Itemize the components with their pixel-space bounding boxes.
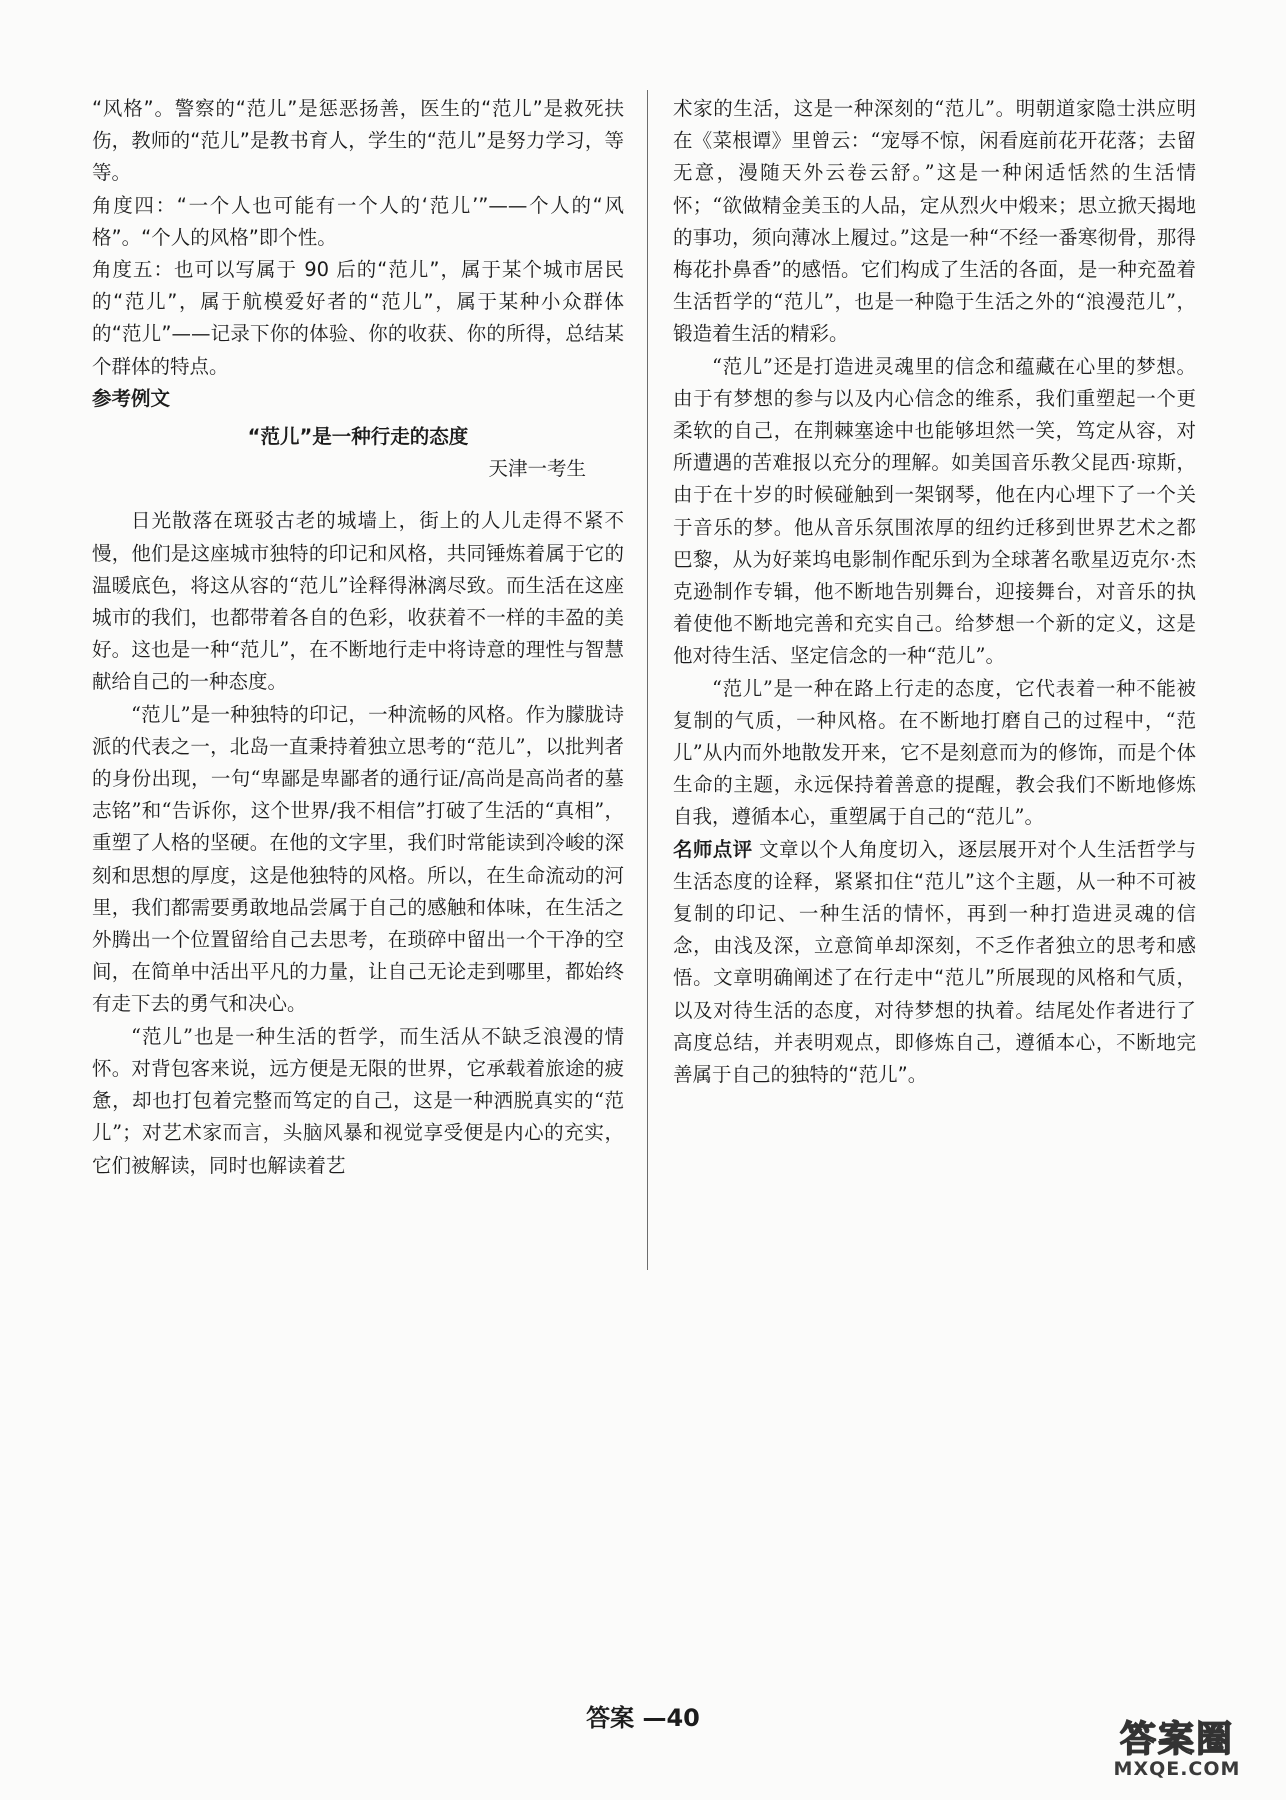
essay-paragraph-4: “范儿”还是打造进灵魂里的信念和蕴藏在心里的梦想。由于有梦想的参与以及内心信念的维系，我们重塑起一个更柔软的自己，在荆棘塞途中也能够坦然一笑，笃定从容，对所遭遇的苦难报以充分的理解。如美国音乐教父昆西·琼斯，由于在十岁的时候碰触到一架钢琴，他在内心埋下了一个关于音乐的梦。他从音乐氛围浓厚的纽约迁移到世界艺术之都巴黎，从为好莱坞电影制作配乐到为全球著名歌星迈克尔·杰克逊制作专辑，他不断地告别舞台，迎接舞台，对音乐的执着使他不断地完善和充实自己。给梦想一个新的定义，这是他对待生活、坚定信念的一种“范儿”。 bbox=[673, 354, 1196, 668]
watermark-logo bbox=[1088, 1719, 1266, 1784]
page-number: 答案 —40 bbox=[586, 1704, 700, 1732]
angle-three-text: “风格”。警察的“范儿”是惩恶扬善，医生的“范儿”是救死扶伤，教师的“范儿”是教书育人，学生的“范儿”是努力学习，等等。 bbox=[92, 97, 624, 185]
reference-essay-heading: 参考例文 bbox=[92, 386, 171, 410]
essay-paragraph-3-continued: 术家的生活，这是一种深刻的“范儿”。明朝道家隐士洪应明在《菜根谭》里曾云：“宠辱不惊，闲看庭前花开花落；去留无意，漫随天外云卷云舒。”这是一种闲适恬然的生活情怀；“欲做精金美玉的人品，定从烈火中煅来；思立掀天揭地的事功，须向薄冰上履过。”这是一种“不经一番寒彻骨，那得梅花扑鼻香”的感悟。它们构成了生活的各面，是一种充盈着生活哲学的“范儿”，也是一种隐于生活之外的“浪漫范儿”，锻造着生活的精彩。 bbox=[673, 97, 1196, 346]
essay-paragraph-2: “范儿”是一种独特的印记，一种流畅的风格。作为朦胧诗派的代表之一，北岛一直秉持着独立思考的“范儿”，以批判者的身份出现，一句“卑鄙是卑鄙者的通行证/高尚是高尚者的墓志铭”和“告诉你，这个世界/我不相信”打破了生活的“真相”，重塑了人格的坚硬。在他的文字里，我们时常能读到冷峻的深刻和思想的厚度，这是他独特的风格。所以，在生命流动的河里，我们都需要勇敢地品尝属于自己的感触和体味，在生活之外腾出一个位置留给自己去思考，在琐碎中留出一个干净的空间，在简单中活出平凡的力量，让自己无论走到哪里，都始终有走下去的勇气和决心。 bbox=[92, 702, 624, 1016]
essay-author: 天津一考生 bbox=[488, 457, 586, 481]
essay-paragraph-3: “范儿”也是一种生活的哲学，而生活从不缺乏浪漫的情怀。对背包客来说，远方便是无限的世界，它承载着旅途的疲惫，却也打包着完整而笃定的自己，这是一种洒脱真实的“范儿”；对艺术家而言，头脑风暴和视觉享受便是内心的充实，它们被解读，同时也解读着艺 bbox=[92, 1024, 624, 1177]
essay-paragraph-5: “范儿”是一种在路上行走的态度，它代表着一种不能被复制的气质，一种风格。在不断地打磨自己的过程中，“范儿”从内而外地散发开来，它不是刻意而为的修饰，而是个体生命的主题，永远保持着善意的提醒，教会我们不断地修炼自我，遵循本心，重塑属于自己的“范儿”。 bbox=[673, 676, 1196, 829]
right-column bbox=[673, 93, 1196, 1091]
teacher-comment-text: 文章以个人角度切入，逐层展开对个人生活哲学与生活态度的诠释，紧紧扣住“范儿”这个主题，从一种不可被复制的印记、一种生活的情怀，再到一种打造进灵魂的信念，由浅及深，立意简单却深刻，不乏作者独立的思考和感悟。文章明确阐述了在行走中“范儿”所展现的风格和气质，以及对待生活的态度，对待梦想的执着。结尾处作者进行了高度总结，并表明观点，即修炼自己，遵循本心，不断地完善属于自己的独特的“范儿”。 bbox=[673, 837, 1196, 1087]
essay-title: “范儿”是一种行走的态度 bbox=[247, 425, 469, 449]
watermark-top: 答案圈 bbox=[1119, 1719, 1234, 1760]
teacher-comment-label: 名师点评 bbox=[673, 837, 753, 861]
teacher-comment bbox=[673, 834, 1196, 1092]
watermark-bottom: MXQE.COM bbox=[1113, 1758, 1241, 1780]
essay-paragraph-1: 日光散落在斑驳古老的城墙上，街上的人儿走得不紧不慢，他们是这座城市独特的印记和风格，共同锤炼着属于它的温暖底色，将这从容的“范儿”诠释得淋漓尽致。而生活在这座城市的我们，也都带着各自的色彩，收获着不一样的丰盈的美好。这也是一种“范儿”，在不断地行走中将诗意的理性与智慧献给自己的一种态度。 bbox=[92, 509, 624, 694]
angle-five-text: 角度五：也可以写属于 90 后的“范儿”，属于某个城市居民的“范儿”，属于航模爱好者的“范儿”，属于某种小众群体的“范儿”——记录下你的体验、你的收获、你的所得，总结某个群体的特点。 bbox=[92, 258, 624, 378]
left-column bbox=[92, 93, 624, 1182]
column-divider bbox=[647, 90, 648, 1270]
angle-four-text: 角度四：“一个人也可能有一个人的‘范儿’”——个人的“风格”。“个人的风格”即个性。 bbox=[92, 193, 624, 249]
